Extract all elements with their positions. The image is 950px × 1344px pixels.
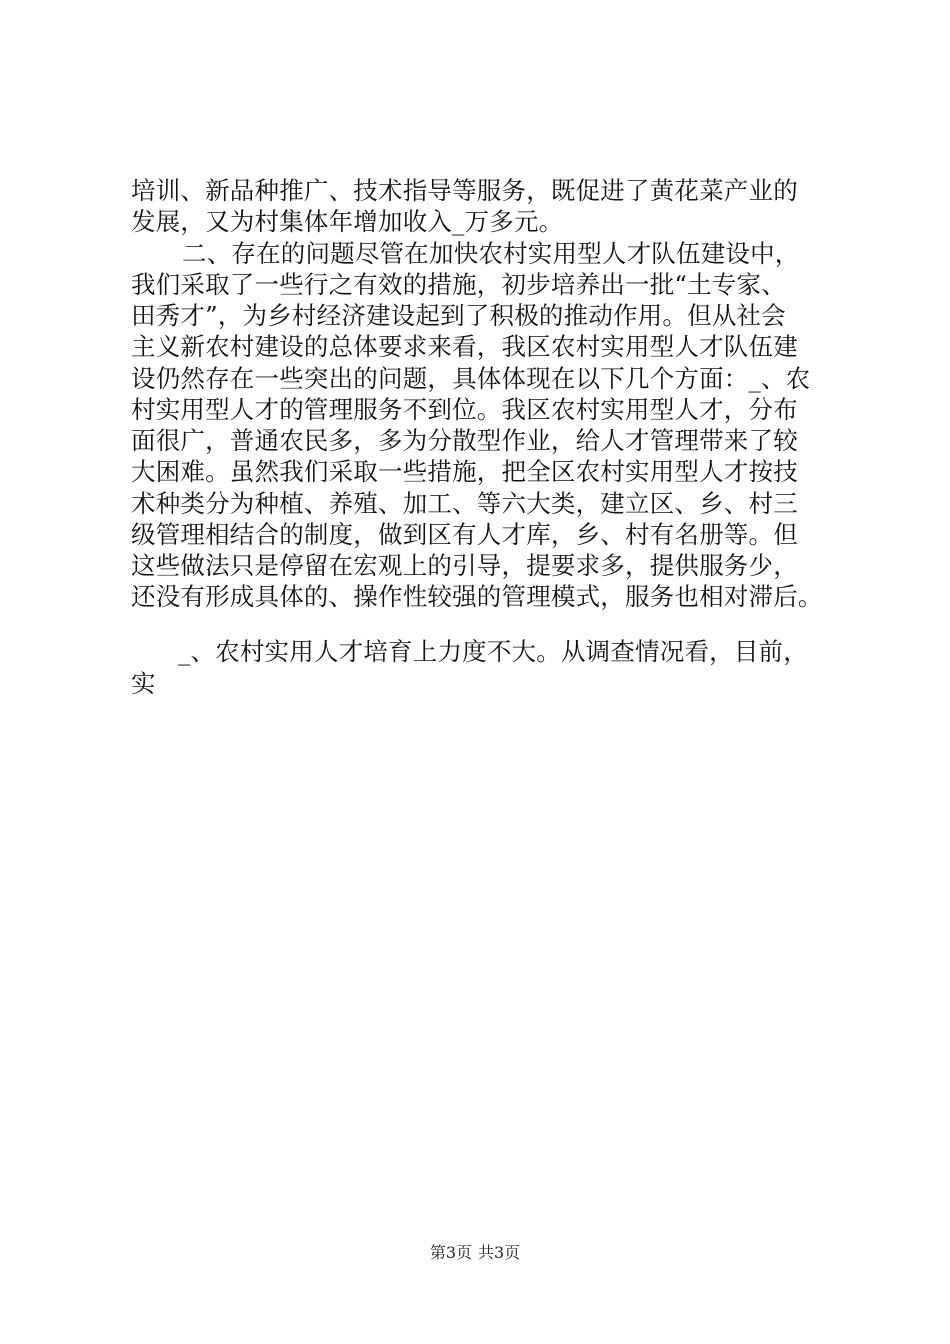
body-text-line: 村实用型人才的管理服务不到位。我区农村实用型人才，分布 — [131, 395, 798, 424]
page-footer — [0, 1243, 950, 1263]
page-number: 第3页 — [429, 1243, 472, 1262]
body-text-line: 还没有形成具体的、操作性较强的管理模式，服务也相对滞后。 — [131, 582, 823, 611]
body-text-line: 实 — [131, 669, 156, 698]
body-text-line: 级管理相结合的制度，做到区有人才库，乡、村有名册等。但 — [131, 520, 798, 549]
body-text-line: 二、存在的问题尽管在加快农村实用型人才队伍建设中， — [182, 239, 800, 268]
body-text-line: 面很广，普通农民多，多为分散型作业，给人才管理带来了较 — [131, 426, 798, 455]
page-total: 共3页 — [478, 1243, 521, 1262]
body-text-line: 设仍然存在一些突出的问题，具体体现在以下几个方面：_、农 — [131, 364, 811, 393]
body-text-line: 这些做法只是停留在宏观上的引导，提要求多，提供服务少， — [131, 551, 798, 580]
body-text-line: 大困难。虽然我们采取一些措施，把全区农村实用型人才按技 — [131, 457, 798, 486]
body-text-line: 培训、新品种推广、技术指导等服务，既促进了黄花菜产业的 — [131, 176, 798, 205]
body-text-line: 我们采取了一些行之有效的措施，初步培养出一批“土专家、 — [131, 270, 786, 299]
body-text-line: 田秀才”，为乡村经济建设起到了积极的推动作用。但从社会 — [131, 301, 786, 330]
body-text-line: 发展，又为村集体年增加收入_万多元。 — [131, 207, 564, 236]
body-text-line: 主义新农村建设的总体要求来看，我区农村实用型人才队伍建 — [131, 332, 798, 361]
body-text-line: _、农村实用人才培育上力度不大。从调查情况看，目前， — [178, 637, 808, 666]
body-text-line: 术种类分为种植、养殖、加工、等六大类，建立区、乡、村三 — [131, 489, 798, 518]
